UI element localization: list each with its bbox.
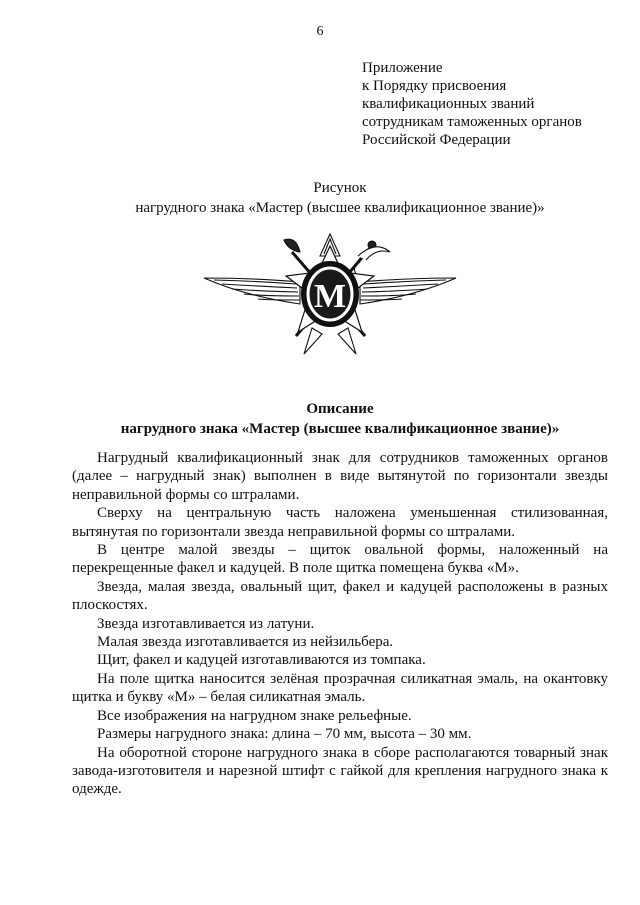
appendix-line: сотрудникам таможенных органов — [362, 114, 582, 130]
badge-letter: М — [313, 278, 347, 315]
figure-caption — [0, 178, 640, 218]
description-paragraph: Все изображения на нагрудном знаке рельефные. — [97, 707, 412, 724]
description-paragraph: На поле щитка наносится зелёная прозрачная силикатная эмаль, на окантовку щитка и букву «М» – белая силикатная эмаль. — [72, 670, 608, 706]
description-paragraph: Сверху на центральную часть наложена уменьшенная стилизованная, вытянутая по горизонтали звезда неправильной формы со штралами. — [72, 505, 608, 540]
description-paragraph: На оборотной стороне нагрудного знака в сборе располагаются товарный знак завода-изготовителя и нарезной штифт с гайкой для крепления нагрудного знака к одежде. — [72, 744, 608, 798]
description-paragraph: Размеры нагрудного знака: длина – 70 мм, высота – 30 мм. — [97, 726, 472, 743]
appendix-line: Приложение — [362, 60, 443, 76]
badge-image — [200, 232, 460, 357]
appendix-line: Российской Федерации — [362, 132, 511, 148]
description-paragraph: Звезда изготавливается из латуни. — [97, 615, 315, 632]
description-paragraph: Нагрудный квалификационный знак для сотрудников таможенных органов (далее – нагрудный знак) выполнен в виде вытянутой по горизонтали звезды неправильной формы со штралами. — [72, 450, 608, 503]
description-paragraph: В центре малой звезды – щиток овальной формы, наложенный на перекрещенные факел и кадуцей. В поле щитка помещена буква «М». — [72, 542, 608, 577]
page-number: 6 — [316, 24, 324, 39]
description-body — [72, 449, 608, 799]
figure-title: Рисунок — [313, 180, 367, 196]
appendix-line: квалификационных званий — [362, 96, 535, 112]
figure-subtitle: нагрудного знака «Мастер (высшее квалификационное звание)» — [135, 200, 545, 216]
description-title: Описание — [306, 401, 374, 417]
description-paragraph: Звезда, малая звезда, овальный щит, факел и кадуцей расположены в разных плоскостях. — [72, 578, 608, 614]
description-subtitle: нагрудного знака «Мастер (высшее квалификационное звание)» — [120, 421, 560, 437]
description-heading — [0, 399, 640, 439]
description-paragraph: Щит, факел и кадуцей изготавливаются из томпака. — [97, 652, 426, 669]
appendix-block — [362, 59, 582, 149]
description-paragraph: Малая звезда изготавливается из нейзильбера. — [97, 634, 394, 651]
appendix-line: к Порядку присвоения — [362, 78, 507, 94]
